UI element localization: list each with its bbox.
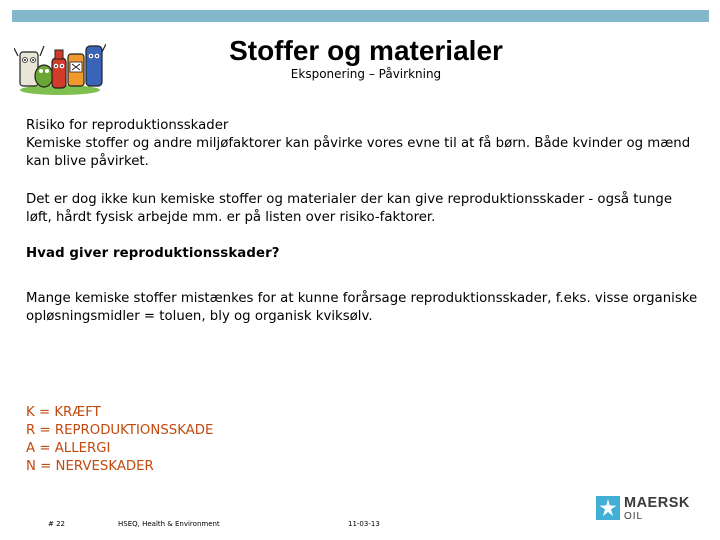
legend-item-n: N = NERVESKADER bbox=[26, 459, 154, 474]
header-accent-bar bbox=[12, 10, 709, 22]
legend-item-k: K = KRÆFT bbox=[26, 405, 101, 420]
maersk-oil-logo bbox=[596, 494, 696, 524]
maersk-star-icon bbox=[596, 496, 620, 520]
date-label: 11-03-13 bbox=[348, 520, 380, 528]
page-title: Stoffer og materialer bbox=[229, 35, 503, 66]
brand-name: MAERSK bbox=[624, 495, 690, 511]
legend-item-a: A = ALLERGI bbox=[26, 441, 111, 456]
answer-paragraph: Mange kemiske stoffer mistænkes for at kunne forårsage reproduktionsskader, f.eks. visse organiske opløsningsmidler = toluen, bly og organisk kviksølv. bbox=[26, 291, 698, 324]
department-label: HSEQ, Health & Environment bbox=[118, 520, 220, 528]
risk-factors-paragraph: Det er dog ikke kun kemiske stoffer og materialer der kan give reproduktionsskader - også tunge løft, hårdt fysisk arbejde mm. er på listen over risiko-faktorer. bbox=[26, 192, 672, 225]
page-subtitle: Eksponering – Påvirkning bbox=[290, 67, 442, 81]
question-heading: Hvad giver reproduktionsskader? bbox=[26, 246, 280, 261]
intro-paragraph: Kemiske stoffer og andre miljøfaktorer kan påvirke vores evne til at få børn. Både kvinder og mænd kan blive påvirket. bbox=[26, 136, 691, 169]
section-heading: Risiko for reproduktionsskader bbox=[26, 118, 229, 133]
brand-sub: OIL bbox=[624, 511, 644, 522]
page-number: # 22 bbox=[48, 520, 65, 528]
hazard-legend bbox=[26, 404, 213, 476]
legend-item-r: R = REPRODUKTIONSSKADE bbox=[26, 423, 214, 438]
